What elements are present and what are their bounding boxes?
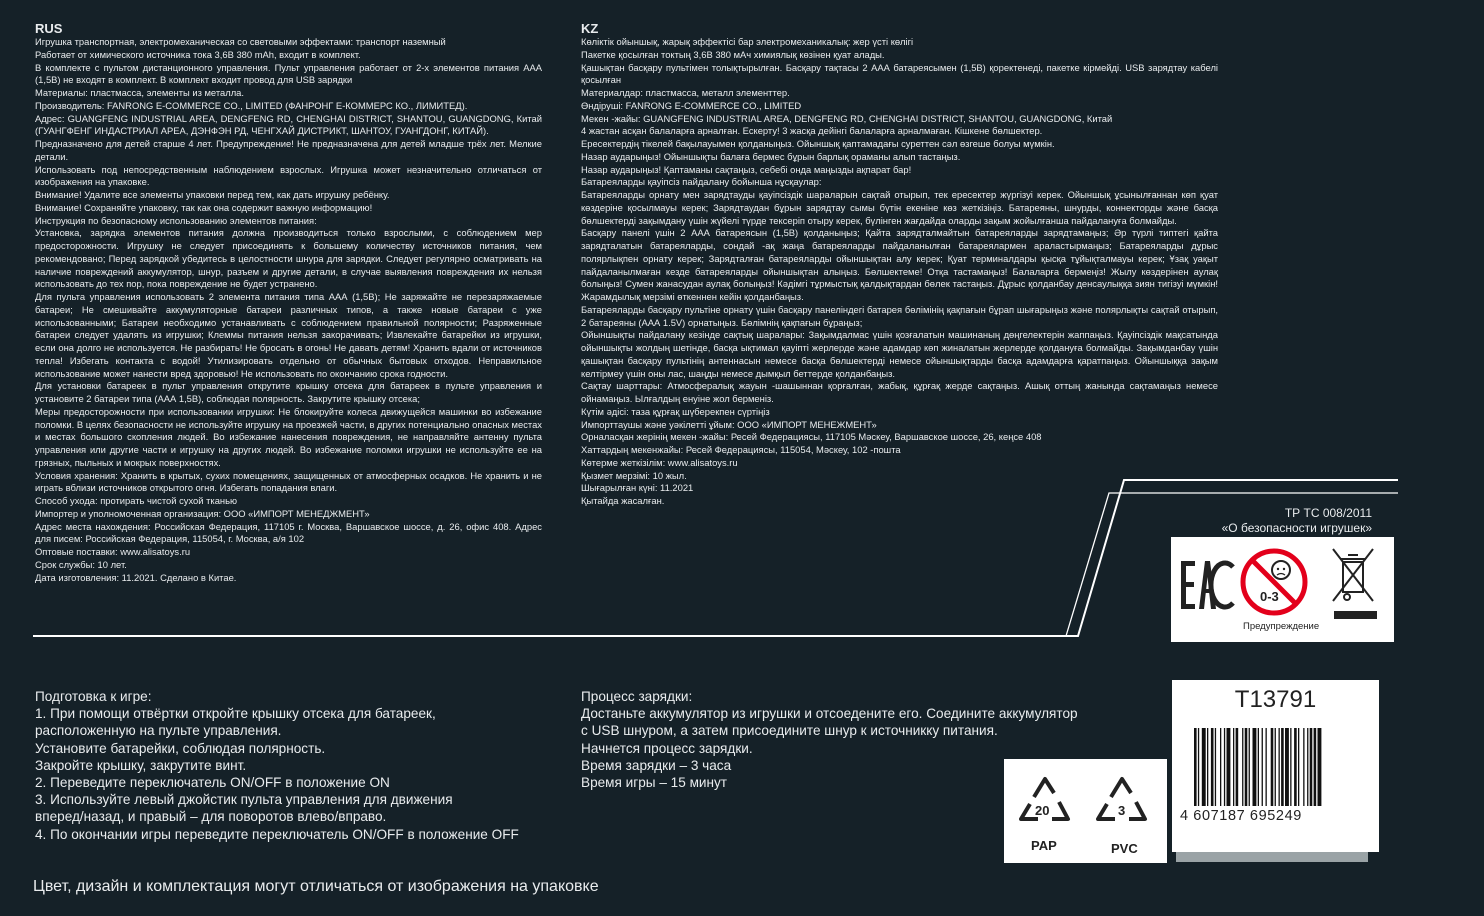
barcode-bar [1198, 728, 1199, 806]
charging-line: с USB шнуром, а затем присоедините шнур к источникку питания. [581, 723, 998, 739]
barcode-bar [1307, 728, 1308, 806]
rus-paragraph-line: Для пульта управления использовать 2 элемента питания типа ААА (1,5В); Не заряжайте не перезаряжаемые батареи; Не смешивайте аккумуляторные батареи различных типов, а также новые батареи с уже использованными; Батареи необходимо устанавливать с соблюдением правильной полярности; Разряженные батареи следует удалять из игрушки; Клеммы питания нельзя закорачивать; Извлекайте батарейки из игрушки, если она долго не используется. Не разбирать! Не бросать в огонь! Не давать детям! Хранить вдали от источников тепла! Избегать контакта с водой! Утилизировать отдельно от обычных бытовых отходов. Неправильное использование может нанести вред здоровью! Не использовать по окончанию срока годности. [35, 291, 542, 379]
kz-paragraph-line: Сақтау шарттары: Атмосфералық жауын -шашыннан қорғалған, жабық, құрғақ жерде сақтаңыз. Ашық оттың жанында сақтамаңыз немесе ойнамаңыз. Ылғалдың енуіне жол берменіз. [581, 380, 1218, 404]
barcode-bar [1318, 728, 1322, 806]
rus-section [35, 21, 542, 584]
barcode-bar [1242, 728, 1243, 806]
preparation-line: 3. Используйте левый джойстик пульта управления для движения [35, 792, 453, 808]
eac-mark-icon [1181, 561, 1233, 609]
recycling-graphic [1004, 759, 1167, 863]
rus-paragraph-line: Использовать под непосредственным наблюдением взрослых. Игрушка может незначительно отличаться от изображения на упаковке. [35, 163, 542, 188]
rus-paragraph-line: Для установки батареек в пульт управления открутите крышку отсека для батареек в пульте управления и установите 2 батареи типа (ААА 1,5В), соблюдая полярность. Закрутите крышку отсека; [35, 380, 542, 404]
barcode-bar [1275, 728, 1276, 806]
kz-heading: KZ [581, 21, 599, 36]
barcode-bar [1285, 728, 1289, 806]
kz-paragraph-line: Көтерме жеткізілім: www.alisatoys.ru [581, 456, 738, 468]
rus-paragraph-line: Дата изготовления: 11.2021. Сделано в Китае. [35, 571, 237, 583]
rus-paragraph-line: Предназначено для детей старше 4 лет. Предупреждение! Не предназначена для детей младше трёх лет. Мелкие детали. [35, 138, 542, 162]
preparation-line: вперед/назад, и правый – для поворотов влево/вправо. [35, 809, 387, 825]
kz-paragraph-line: Қытайда жасалған. [581, 495, 665, 506]
pap-number: 20 [1035, 803, 1050, 818]
charging-line: Достаньте аккумулятор из игрушки и отсоедените его. Соедините аккумулятор [581, 706, 1078, 722]
rus-paragraph-line: Условия хранения: Хранить в крытых, сухих помещениях, защищенных от атмосферных осадков. Не хранить и не играть вблизи источников открытого огня. Избегать попадания влаги. [35, 469, 542, 494]
rus-paragraph-line: Срок службы: 10 лет. [35, 558, 127, 570]
charging-line: Процесс зарядки: [581, 689, 693, 704]
barcode-bar [1310, 728, 1313, 806]
rus-heading: RUS [35, 21, 63, 36]
barcode-bar [1262, 728, 1263, 806]
kz-paragraph-line: Батареяларды басқару пультіне орнату үшін басқару панеліндегі батарея бөлімінің қақпағын бұрап шығарыңыз және полярлықты сақтай отырып, 2 батареяны (ААА 1.5V) орнатыңыз. Бөлімнің қақпағын бұраңыз; [581, 303, 1218, 328]
rus-paragraph-line: Меры предосторожности при использовании игрушки: Не блокируйте колеса движущейся машинки во избежание поломки. В целях безопасности не используйте игрушку на проезжей части, в других потенциально опасных местах и местах большого скопления людей. Во избежание нанесения повреждения, не направляйте антенну пульта управления или другие части и игрушку на других людей. Во избежание поломки игрушки не используйте ее на грязных, пыльных и мокрых поверхностях. [35, 405, 542, 468]
preparation-line: Подготовка к игре: [35, 689, 152, 704]
barcode-bar [1303, 728, 1304, 806]
rus-paragraph-line: Внимание! Сохраняйте упаковку, так как она содержит важную информацию! [35, 201, 373, 213]
kz-paragraph-line: Басқару панелі үшін 2 ААА батареясын (1,5В) қолданыңыз; Қайта зарядталмайтын батареяларды зарядтамаңыз; Әр түрлі типтегі қайта зарядталатын батареяларды, сондай -ақ жаңа батареяларды пайдаланылған батареялармен араластырмаңыз; Батареяларды дұрыс полярлықпен орнату керек; Зарядталған батареяларды ойыншықтан алу керек; Қуат терминалдары қысқа тұйықталмауы керек; Ұзақ уақыт пайдаланылмаған кезде батареяларды ойыншықтан алыңыз. Бөлшектеме! Отқа тастамаңыз! Балаларға бермеңіз! Жылу көздерінен аулақ болыңыз! Сумен жанасудан аулақ болыңыз! Кәдімгі тұрмыстық қалдықтардан бөлек тастаңыз. Дұрыс қолданбау денсаулыққа зиян тигізуі мүмкін! Жарамдылық мерзімі өткеннен кейін қолданбаңыз. [581, 227, 1218, 302]
kz-text [581, 36, 1218, 508]
rus-paragraph-line: Работает от химического источника тока 3,6В 380 mAh, входит в комплект. [35, 48, 361, 60]
barcode-bar [1207, 728, 1208, 806]
preparation-line: расположенную на пульте управления. [35, 723, 282, 739]
barcode-bar [1202, 728, 1206, 806]
kz-paragraph-line: Күтім әдісі: таза құрғақ шүберекпен сүртіңіз [581, 405, 770, 417]
footer-disclaimer: Цвет, дизайн и комплектация могут отличаться от изображения на упаковке [33, 878, 599, 895]
kz-paragraph-line: Орналасқан жерінің мекен -жайы: Ресей Федерациясы, 117105 Мәскеу, Варшавское шоссе, 26, кеңсе 408 [581, 431, 1042, 443]
kz-paragraph-line: Ересектердің тікелей бақылауымен қолданыңыз. Ойыншық қаптамадағы суреттен сәл өзгеше болуы мүмкін. [581, 138, 1055, 149]
pvc-label: PVC [1111, 841, 1138, 856]
kz-paragraph-line: Хаттардың мекенжайы: Ресей Федерациясы, 115054, Мәскеу, 102 -пошта [581, 444, 901, 455]
barcode-bar [1227, 728, 1231, 806]
tr-ts-code: ТР ТС 008/2011 [1284, 506, 1372, 520]
barcode-bar [1236, 728, 1239, 806]
barcode-bar [1294, 728, 1297, 806]
preparation-instructions [35, 688, 575, 843]
model-number: T13791 [1234, 686, 1317, 713]
barcode-bar [1215, 728, 1216, 806]
compliance-marks [1171, 537, 1394, 642]
kz-paragraph-line: Импорттаушы және уәкілетті ұйым: ООО «ИМПОРТ МЕНЕЖМЕНТ» [581, 418, 877, 430]
barcode-bar [1314, 728, 1317, 806]
tr-ts-title: «О безопасности игрушек» [1221, 521, 1372, 535]
kz-paragraph-line: Шығарылған күні: 11.2021 [581, 482, 694, 494]
pvc-number: 3 [1118, 803, 1126, 818]
certification-text [1160, 506, 1372, 536]
kz-paragraph-line: Ойыншықты пайдалану кезінде сақтық шаралары: Зақымдалмас үшін қозғалатын машинаның дөңгелектерін жаппаңыз. Қауіпсіздік мақсатында ойыншықты жолдың шетінде, басқа ықтимал қауіпті жерлерде және адамдар көп жиналатын жерлерде қолдануға болмайды. Зақымданбау үшін қашықтан басқару пультінің антеннасын немесе басқа бөлшектерді немесе ойыншықтарды басқа адамдарға қаратпаңыз. Ойыншыққа зақым келтірмеу үшін оны лас, шаңды немесе дымқыл беттерде қолданбаңыз. [581, 329, 1218, 379]
preparation-line: Установите батарейки, соблюдая полярность. [35, 740, 326, 756]
barcode-bar [1224, 728, 1225, 806]
kz-paragraph-line: Қашықтан басқару пультімен толықтырылған. Басқару тақтасы 2 ААА батареясымен (1,5В) қоректенеді, пакетке кірмейді. USB зарядтау кабелі қосылған [581, 61, 1218, 86]
kz-paragraph-line: Көліктік ойыншық, жарық эффектісі бар электромеханикалық: жер үсті көлігі [581, 36, 914, 47]
rus-paragraph-line: Адрес: GUANGFENG INDUSTRIAL AREA, DENGFENG RD, CHENGHAI DISTRICT, SHANTOU, GUANGDONG, Китай (ГУАНГФЕНГ ИНДАСТРИАЛ АРЕА, ДЭНФЭН РД, ЧЕНГХАЙ ДИСТРИКТ, ШАНТОУ, ГУАНГДОНГ, КИТАЙ). [35, 112, 542, 137]
charging-line: Начнется процесс зарядки. [581, 740, 753, 756]
preparation-line: 1. При помощи отвёртки откройте крышку отсека для батареек, [35, 706, 436, 722]
barcode-bar [1279, 728, 1280, 806]
barcode-digits: 4 607187 695249 [1180, 808, 1302, 824]
kz-paragraph-line: 4 жастан асқан балаларға арналған. Ескерту! 3 жасқа дейінгі балаларға арналмаған. Кішкене бөлшектер. [581, 125, 1043, 137]
recycling-marks [1004, 759, 1167, 863]
barcode-bar [1258, 728, 1259, 806]
rus-paragraph-line: Импортер и уполномоченная организация: ООО «ИМПОРТ МЕНЕДЖМЕНТ» [35, 507, 370, 519]
kz-paragraph-line: Материалдар: пластмасса, металл элементтер. [581, 87, 790, 98]
rus-paragraph-line: Материалы: пластмасса, элементы из металла. [35, 87, 244, 98]
barcode-bar [1233, 728, 1234, 806]
barcode-label [1172, 680, 1379, 852]
rus-paragraph-line: Оптовые поставки: www.alisatoys.ru [35, 546, 191, 557]
preparation-line: Закройте крышку, закрутите винт. [35, 757, 247, 773]
age-range-text: 0-3 [1260, 589, 1279, 604]
barcode-bar [1271, 728, 1274, 806]
crossed-bin-icon [1333, 549, 1377, 619]
kz-paragraph-line: Қызмет мерзімі: 10 жыл. [581, 469, 687, 481]
barcode-bar [1249, 728, 1250, 806]
barcode-bar [1266, 728, 1267, 806]
barcode-bar [1290, 728, 1291, 806]
rus-text [35, 36, 542, 584]
rus-paragraph-line: Производитель: FANRONG E-COMMERCE CO., LIMITED (ФАНРОНГ Е-КОММЕРС КО., ЛИМИТЕД). [35, 99, 468, 111]
rus-paragraph-line: Адрес места нахождения: Российская Федерация, 117105 г. Москва, Варшавское шоссе, д. 26, офис 408. Адрес для писем: Российская Федерация, 115054, г. Москва, а/я 102 [35, 520, 542, 545]
age-restriction-icon [1243, 551, 1305, 613]
rus-paragraph-line: Способ ухода: протирать чистой сухой тканью [35, 495, 238, 506]
rus-paragraph-line: В комплекте с пультом дистанционного управления. Пульт управления работает от 2-х элементов питания ААА (1,5В) не входят в комплект. В комплект входит провод для USB зарядки [35, 61, 542, 86]
rus-paragraph-line: Установка, зарядка элементов питания должна производиться только взрослыми, с соблюдением мер предосторожности. Игрушку не следует присоединять к большему количеству источников питания, чем рекомендовано; Перед зарядкой убедитесь в целостности шнура для зарядки. Следует регулярно осматривать на наличие повреждений аккумулятор, шнур, разъем и другие детали, в случае выявления повреждения их нельзя использовать до тех пор, пока повреждение не будет устранено. [35, 227, 542, 290]
kz-paragraph-line: Назар аударыңыз! Қаптаманы сақтаңыз, себебі онда маңызды ақпарат бар! [581, 163, 912, 175]
rus-paragraph-line: Игрушка транспортная, электромеханическая со световыми эффектами: транспорт наземный [35, 36, 446, 47]
barcode-bar [1220, 728, 1221, 806]
kz-paragraph-line: Пакетке қосылған токтың 3,6В 380 мАч химиялық көзінен қуат алады. [581, 48, 885, 60]
rus-paragraph-line: Инструкция по безопасному использованию элементов питания: [35, 214, 317, 226]
compliance-marks-graphic [1171, 537, 1394, 642]
kz-paragraph-line: Назар аударыңыз! Ойыншықты балаға бермес бұрын барлық ораманы алып тастаңыз. [581, 150, 961, 162]
kz-section [581, 21, 1218, 508]
preparation-line: 2. Переведите переключатель ON/OFF в положение ON [35, 775, 390, 791]
kz-paragraph-line: Батареяларды орнату мен зарядтауды қауіпсіздік шараларын сақтай отырып, тек ересектер жүргізуі керек. Ойыншық ұсынылғаннан көп қуат көздеріне қосылмауы керек; Зарядтаудан бұрын зарядтау сымы бүтін екеніне көз жеткізіңіз. Батареяны, шнурды, коннекторды және басқа бөлшектерді зақымдану үшін жүйелі түрде тексеріп отыру керек, бүлінген жағдайда оларды зақым жойылғанша пайдалануға болмайды. [581, 189, 1218, 226]
pap-label: PAP [1031, 838, 1057, 853]
charging-line: Время игры – 15 минут [581, 775, 728, 791]
barcode-bar [1253, 728, 1257, 806]
barcode-bar [1281, 728, 1284, 806]
barcode-bar [1194, 728, 1197, 806]
kz-paragraph-line: Өндіруші: FANRONG E-COMMERCE CO., LIMITED [581, 99, 802, 111]
barcode-bar [1211, 728, 1214, 806]
barcode-bar [1245, 728, 1248, 806]
barcode-bar [1298, 728, 1299, 806]
preparation-line: 4. По окончании игры переведите переключатель ON/OFF в положение OFF [35, 826, 519, 842]
warning-label: Предупреждение [1243, 621, 1320, 632]
kz-paragraph-line: Батареяларды қауіпсіз пайдалану бойынша нұсқаулар: [581, 176, 822, 188]
rus-paragraph-line: Внимание! Удалите все элементы упаковки перед тем, как дать игрушку ребёнку. [35, 189, 390, 200]
kz-paragraph-line: Мекен -жайы: GUANGFENG INDUSTRIAL AREA, DENGFENG RD, CHENGHAI DISTRICT, SHANTOU, GUANGDONG, Китай [581, 112, 1113, 124]
charging-line: Время зарядки – 3 часа [581, 757, 732, 773]
